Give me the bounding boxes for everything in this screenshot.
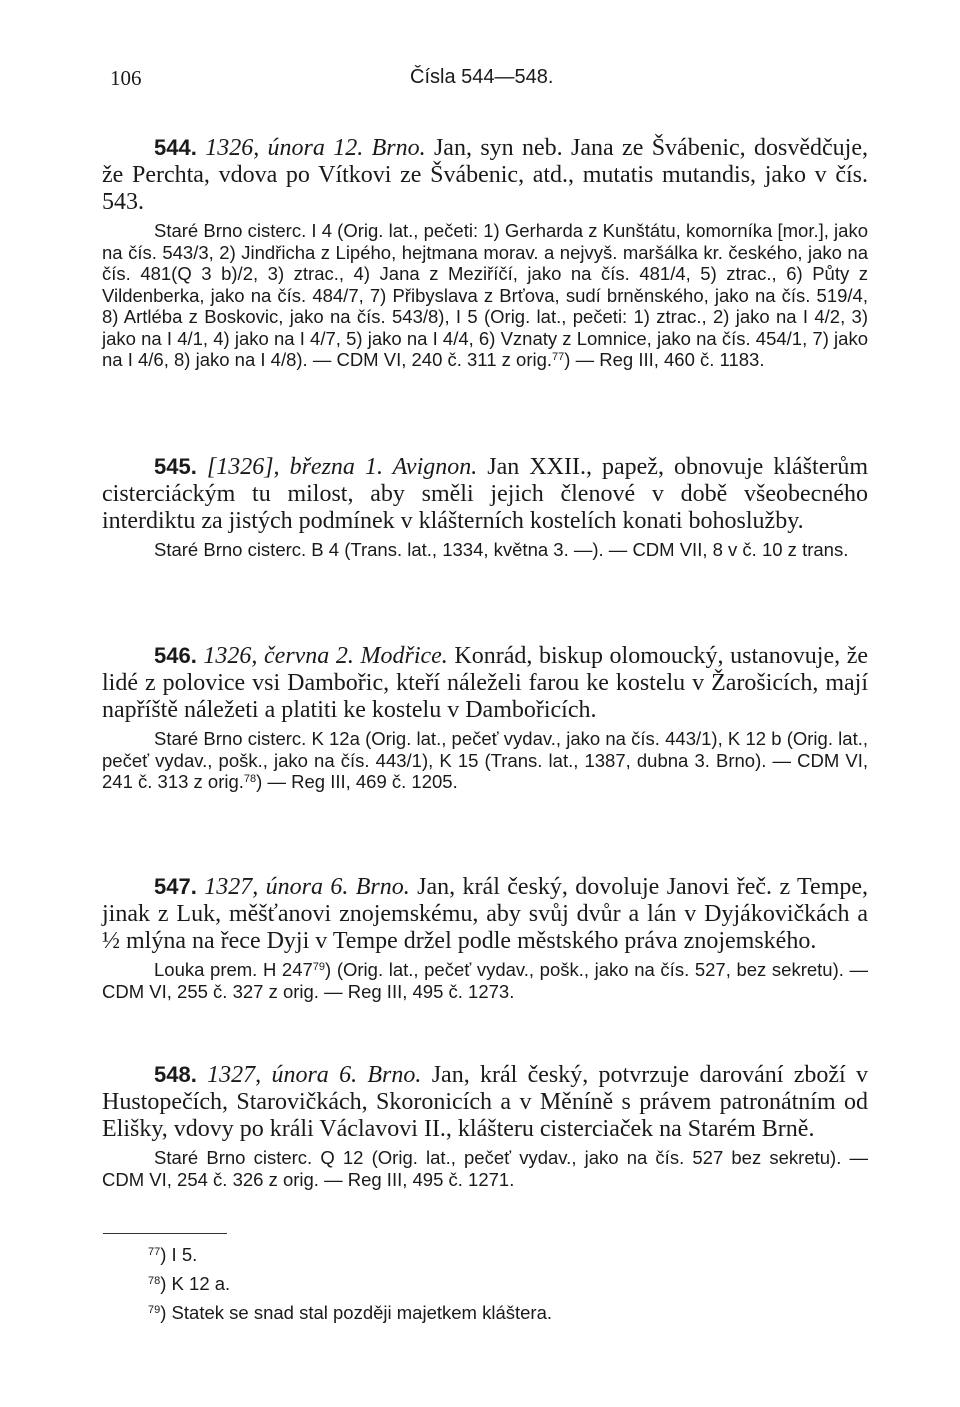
source-tail: ) — Reg III, 460 č. 1183. bbox=[564, 349, 765, 370]
footnote-divider bbox=[103, 1233, 227, 1234]
source-text: Staré Brno cisterc. K 12a (Orig. lat., pečeť vydav., jako na čís. 443/1), K 12 b (Orig. lat., pečeť vydav., pošk., jako na čís. 443/1), K 15 (Trans. lat., 1387, dubna 3. Brno). — CDM VI, 241 č. 313 z orig. bbox=[102, 728, 868, 792]
entry-547 bbox=[102, 873, 868, 1002]
entry-text bbox=[102, 1061, 868, 1143]
entry-number: 545. bbox=[154, 454, 197, 479]
entry-date-place: [1326], března 1. Avignon. bbox=[206, 454, 478, 480]
entry-summary: Konrád, biskup olomoucký, ustanovuje, že lidé z polovice vsi Dambořic, kteří náleželi farou ke kostelu v Žarošicích, mají napříště náležeti a platiti ke kostelu v Dambořicích. bbox=[102, 643, 869, 723]
entry-545 bbox=[102, 453, 868, 561]
page-number: 106 bbox=[110, 66, 142, 90]
entry-summary: Jan, syn neb. Jana ze Švábenic, dosvědčuje, že Perchta, vdova po Vítkovi ze Švábenic, atd., mutatis mutandis, jako v čís. 543. bbox=[102, 135, 868, 215]
entry-source bbox=[102, 539, 868, 561]
entry-548 bbox=[102, 1061, 868, 1190]
footnote-79 bbox=[148, 1298, 552, 1327]
running-title: Čísla 544—548. bbox=[410, 66, 554, 88]
entry-text bbox=[102, 453, 868, 535]
page-header bbox=[110, 66, 870, 96]
entry-number: 548. bbox=[154, 1062, 197, 1087]
entry-source bbox=[102, 220, 868, 371]
footnote-ref: 78 bbox=[243, 773, 257, 785]
source-tail: ) — Reg III, 469 č. 1205. bbox=[256, 771, 458, 792]
source-text: Staré Brno cisterc. I 4 (Orig. lat., pečeti: 1) Gerharda z Kunštátu, komorníka [mor.], jako na čís. 543/3, 2) Jindřicha z Lipého, hejtmana morav. a nejvyš. maršálka kr. českého, jako na čís. 481(Q 3 b)/2, 3) ztrac., 4) Jana z Meziříčí, jako na čís. 481/4, 5) ztrac., 6) Půty z Vildenberka, jako na čís. 484/7, 7) Přibyslava z Brťova, sudí brněnského, jako na čís. 519/4, 8) Artléba z Boskovic, jako na čís. 543/8), I 5 (Orig. lat., pečeti: 1) ztrac., 2) jako na I 4/2, 3) jako na I 4/1, 4) jako na I 4/7, 5) jako na I 4/4, 6) Vznaty z Lomnice, jako na čís. 454/1, 7) jako na I 4/6, 8) jako na I 4/8). — CDM VI, 240 č. 311 z orig. bbox=[102, 220, 868, 370]
entry-544 bbox=[102, 134, 868, 371]
footnote-78 bbox=[148, 1269, 552, 1298]
source-text: Staré Brno cisterc. Q 12 (Orig. lat., pečeť vydav., jako na čís. 527 bez sekretu). — CDM VI, 254 č. 326 z orig. — Reg III, 495 č. 1271. bbox=[102, 1147, 868, 1190]
source-text: Louka prem. H 247 bbox=[154, 959, 313, 980]
entry-number: 546. bbox=[154, 643, 197, 668]
footnotes bbox=[148, 1240, 552, 1327]
entry-date-place: 1327, února 6. Brno. bbox=[207, 1062, 422, 1088]
entry-number: 547. bbox=[154, 874, 197, 899]
footnote-ref: 77 bbox=[552, 351, 565, 363]
footnote-text: ) Statek se snad stal později majetkem kláštera. bbox=[160, 1302, 553, 1323]
entry-summary: Jan, král český, dovoluje Janovi řeč. z Tempe, jinak z Luk, měšťanovi znojemskému, aby svůj dvůr a lán v Dyjákovičkách a ½ mlýna na řece Dyji v Tempe držel podle městského práva znojemského. bbox=[102, 874, 869, 954]
entry-summary: Jan XXII., papež, obnovuje klášterům cisterciáckým tu milost, aby směli jejich členové v době všeobecného interdiktu za jistých podmínek v klášterních kostelích konati bohoslužby. bbox=[102, 454, 869, 534]
entry-date-place: 1327, února 6. Brno. bbox=[204, 874, 410, 900]
entry-summary: Jan, král český, potvrzuje darování zboží v Hustopečích, Starovičkách, Skoronicích a v Měníně s právem patronátním od Elišky, vdovy po králi Václavovi II., klášteru cisterciaček na Starém Brně. bbox=[102, 1062, 869, 1142]
footnote-ref: 79 bbox=[312, 961, 326, 973]
footnote-mark: 77 bbox=[148, 1246, 161, 1258]
entry-date-place: 1326, června 2. Modřice. bbox=[203, 643, 448, 669]
footnote-mark: 79 bbox=[148, 1304, 161, 1316]
footnote-text: ) I 5. bbox=[160, 1244, 198, 1265]
entry-number: 544. bbox=[154, 135, 197, 160]
entry-source bbox=[102, 728, 868, 793]
entry-source bbox=[102, 959, 868, 1002]
entry-text bbox=[102, 873, 868, 955]
footnote-text: ) K 12 a. bbox=[160, 1273, 231, 1294]
footnote-mark: 78 bbox=[148, 1275, 161, 1287]
entry-text bbox=[102, 134, 868, 216]
entry-text bbox=[102, 642, 868, 724]
footnote-77 bbox=[148, 1240, 552, 1269]
source-tail: ) (Orig. lat., pečeť vydav., pošk., jako na čís. 527, bez sekretu). — CDM VI, 255 č. 327 z orig. — Reg III, 495 č. 1273. bbox=[102, 959, 868, 1002]
entry-date-place: 1326, února 12. Brno. bbox=[205, 135, 426, 161]
source-text: Staré Brno cisterc. B 4 (Trans. lat., 1334, května 3. —). — CDM VII, 8 v č. 10 z trans. bbox=[154, 539, 849, 560]
entry-546 bbox=[102, 642, 868, 793]
entry-source bbox=[102, 1147, 868, 1190]
